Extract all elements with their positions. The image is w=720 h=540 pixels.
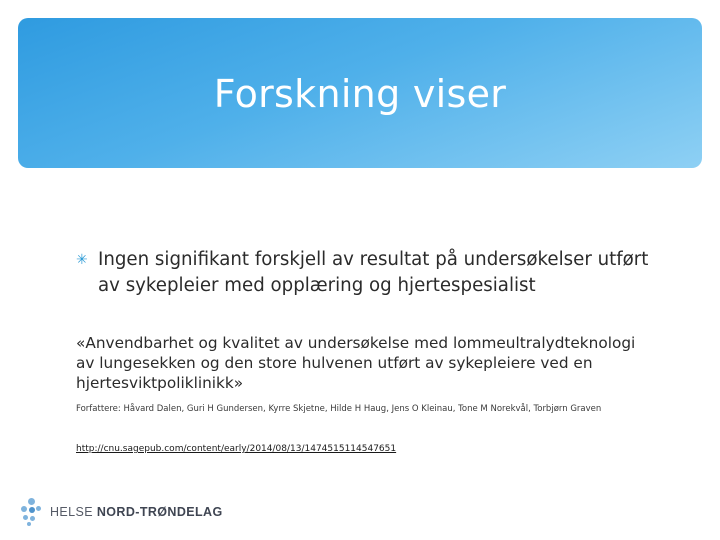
logo-prefix: HELSE [50, 505, 97, 519]
article-title-quote: «Anvendbarhet og kvalitet av undersøkelse med lommeultralydteknologi av lungesekken og den store hulvenen utført av sykepleiere ved en hjertesviktpoliklinikk» [76, 334, 636, 392]
authors-line: Forfattere: Håvard Dalen, Guri H Gundersen, Kyrre Skjetne, Hilde H Haug, Jens O Kleinau, Tone M Norekvål, Torbjørn Graven [76, 404, 602, 414]
slide-title: Forskning viser [213, 72, 507, 116]
helse-nord-trondelag-logo [20, 498, 223, 526]
source-link[interactable]: http://cnu.sagepub.com/content/early/2014/08/13/1474515114547651 [76, 444, 397, 454]
bullet-text: Ingen signifikant forskjell av resultat på undersøkelser utført av sykepleier med opplæring og hjertespesialist [98, 249, 649, 296]
title-banner [18, 18, 702, 168]
logo-text [50, 505, 223, 519]
dots-logo-icon [20, 498, 42, 526]
asterisk-bullet-icon: ✳ [76, 252, 88, 268]
logo-name: NORD-TRØNDELAG [96, 505, 223, 519]
bullet-item [76, 247, 676, 299]
